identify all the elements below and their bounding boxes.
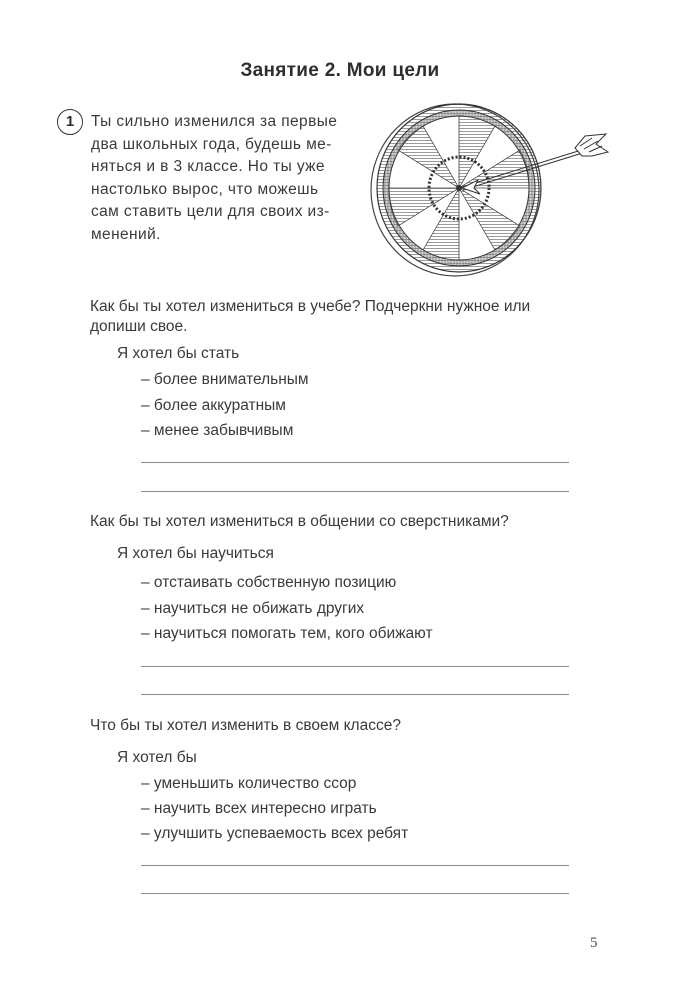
option-peers-3[interactable]: – научиться помогать тем, кого обижают [141,625,433,642]
lead-class: Я хотел бы [117,749,197,766]
intro-line: настолько вырос, что можешь [91,180,319,198]
lead-peers: Я хотел бы научиться [117,545,274,562]
dartboard-arrow-illustration [370,100,615,280]
question-study-line-1: Как бы ты хотел измениться в учебе? Подчеркни нужное или [90,298,531,315]
answer-line-class-1[interactable] [141,865,569,866]
intro-line: Ты сильно изменился за первые [91,113,338,130]
question-peers: Как бы ты хотел измениться в общении со сверстниками? [90,513,509,530]
option-peers-2[interactable]: – научиться не обижать других [141,600,365,617]
answer-line-peers-2[interactable] [141,694,569,695]
option-class-3[interactable]: – улучшить успеваемость всех ребят [141,825,409,842]
intro-line: сам ставить цели для своих из- [91,203,330,220]
page-number: 5 [590,935,598,951]
question-study-line-2: допиши свое. [90,318,188,335]
intro-line: няться и в 3 классе. Но ты уже [91,158,325,175]
task-intro [91,111,337,246]
answer-line-peers-1[interactable] [141,666,569,667]
option-peers-1[interactable]: – отстаивать собственную позицию [141,574,397,591]
answer-line-study-1[interactable] [141,462,569,463]
answer-line-class-2[interactable] [141,893,569,894]
question-class: Что бы ты хотел изменить в своем классе? [90,717,401,734]
intro-line: два школьных года, будешь ме- [91,135,332,153]
option-study-2[interactable]: – более аккуратным [141,397,286,414]
task-number-badge: 1 [57,109,83,135]
intro-line: менений. [91,225,161,243]
option-class-1[interactable]: – уменьшить количество ссор [141,775,357,792]
option-study-1[interactable]: – более внимательным [141,371,309,388]
option-study-3[interactable]: – менее забывчивым [141,422,294,439]
answer-line-study-2[interactable] [141,491,569,492]
option-class-2[interactable]: – научить всех интересно играть [141,800,377,817]
lead-study: Я хотел бы стать [117,345,240,362]
page-title: Занятие 2. Мои цели [240,60,440,81]
